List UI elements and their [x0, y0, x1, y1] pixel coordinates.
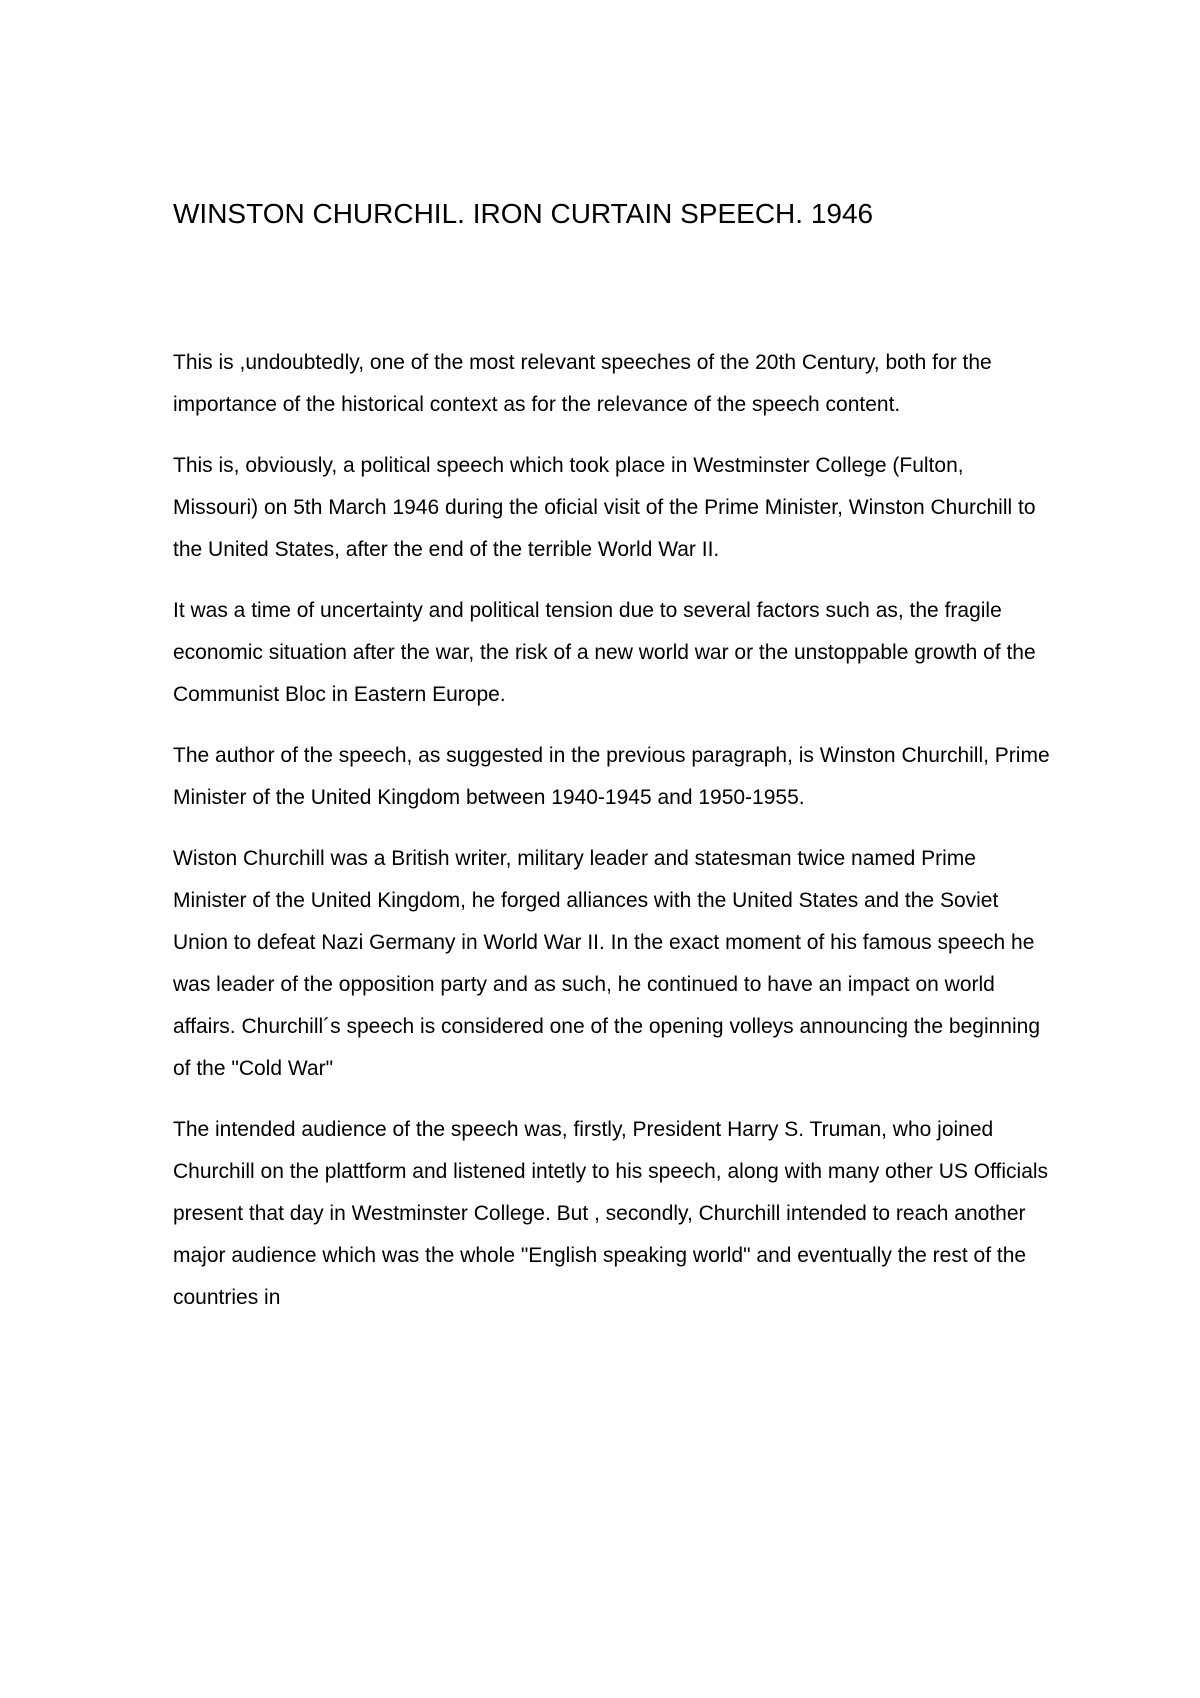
document-body	[173, 342, 1053, 1338]
paragraph: The author of the speech, as suggested in the previous paragraph, is Winston Churchill, Prime Minister of the United Kingdom between 1940-1945 and 1950-1955.	[173, 744, 1050, 809]
paragraph: It was a time of uncertainty and political tension due to several factors such as, the fragile economic situation after the war, the risk of a new world war or the unstoppable growth of the Communist Bloc in Eastern Europe.	[173, 599, 1036, 706]
paragraph: This is ,undoubtedly, one of the most relevant speeches of the 20th Century, both for the importance of the historical context as for the relevance of the speech content.	[173, 351, 992, 416]
paragraph: The intended audience of the speech was, firstly, President Harry S. Truman, who joined Churchill on the plattform and listened intetly to his speech, along with many other US Officials present that day in Westminster College. But , secondly, Churchill intended to reach another major audience which was the whole "English speaking world" and eventually the rest of the countries in	[173, 1118, 1049, 1309]
document-title: WINSTON CHURCHIL. IRON CURTAIN SPEECH. 1946	[173, 198, 874, 229]
paragraph: Wiston Churchill was a British writer, military leader and statesman twice named Prime Minister of the United Kingdom, he forged alliances with the United States and the Soviet Union to defeat Nazi Germany in World War II. In the exact moment of his famous speech he was leader of the opposition party and as such, he continued to have an impact on world affairs. Churchill´s speech is considered one of the opening volleys announcing the beginning of the "Cold War"	[173, 847, 1041, 1080]
paragraph: This is, obviously, a political speech which took place in Westminster College (Fulton, Missouri) on 5th March 1946 during the oficial visit of the Prime Minister, Winston Churchill to the United States, after the end of the terrible World War II.	[173, 454, 1036, 561]
